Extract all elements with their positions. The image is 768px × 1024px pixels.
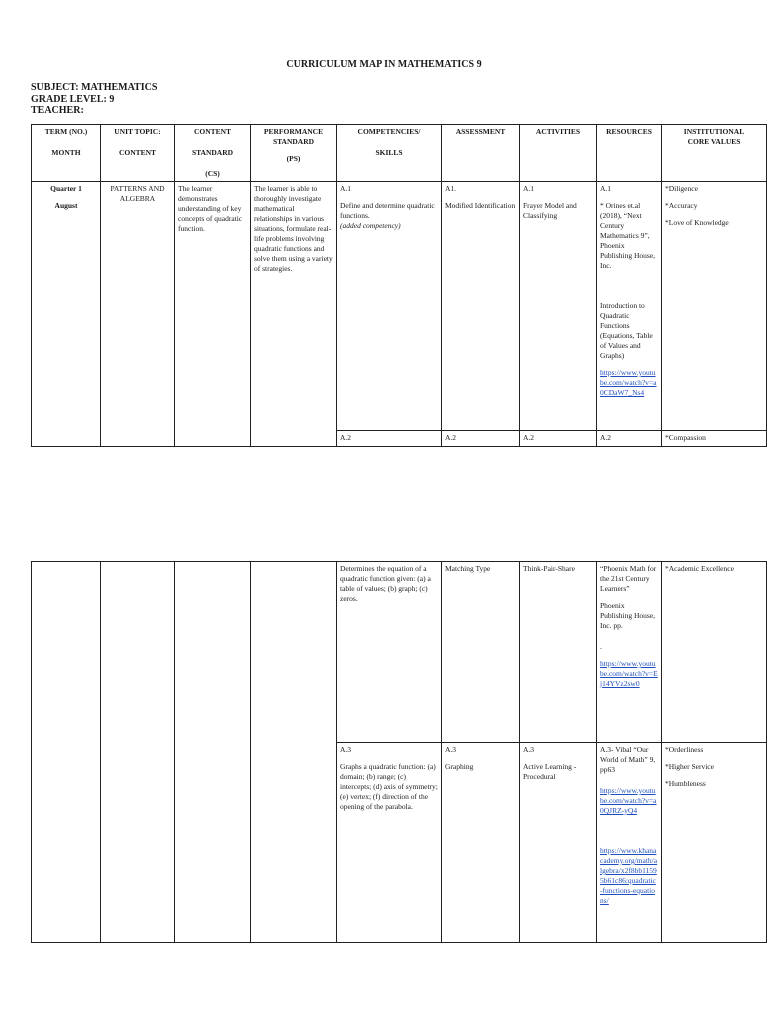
competency-note: (added competency) xyxy=(340,221,401,230)
activity-text: Frayer Model and Classifying xyxy=(523,201,577,220)
competency-text: Graphs a quadratic function: (a) domain; (b) range; (c) intercepts; (d) axis of symmetry; (e) vertex; (f) direction of the opening of the parabola. xyxy=(340,762,438,811)
resource-code: A.1 xyxy=(600,184,612,193)
term-label: Quarter 1 xyxy=(50,184,82,193)
unit-topic-cell xyxy=(101,562,175,943)
header-activities: ACTIVITIES xyxy=(520,125,597,182)
activity-code: A.3 xyxy=(523,745,535,754)
activity-text: Active Learning - Procedural xyxy=(523,762,577,781)
core-values-cell xyxy=(662,743,767,943)
header-assessment: ASSESSMENT xyxy=(442,125,520,182)
resource-text: * Orines et.al (2018), “Next Century Mathematics 9”, Phoenix Publishing House, Inc. xyxy=(600,201,656,270)
assessment-code: A1. xyxy=(445,184,457,193)
resources-cell xyxy=(597,562,662,743)
resource-code-cell: A.2 xyxy=(597,431,662,447)
unit-topic-cell: PATTERNS AND ALGEBRA xyxy=(101,182,175,447)
assessment-text: Modified Identification xyxy=(445,201,516,210)
core-values-cell xyxy=(662,182,767,431)
activities-cell xyxy=(520,743,597,943)
curriculum-table-2 xyxy=(31,561,767,943)
value-item: *Academic Excellence xyxy=(665,564,734,573)
content-standard-cell xyxy=(175,562,251,943)
resources-cell xyxy=(597,182,662,431)
resource-publisher: Phoenix Publishing House, Inc. pp. xyxy=(600,601,656,630)
competency-code-cell: A.2 xyxy=(337,431,442,447)
activities-cell: Think-Pair-Share xyxy=(520,562,597,743)
subject-line: SUBJECT: MATHEMATICS xyxy=(31,82,158,93)
month-label: August xyxy=(54,201,78,210)
performance-standard-cell xyxy=(251,562,337,943)
header-topic: UNIT TOPIC: CONTENT xyxy=(101,125,175,182)
assessment-cell xyxy=(442,182,520,431)
assessment-cell: Matching Type xyxy=(442,562,520,743)
header-content-standard: CONTENT STANDARD (CS) xyxy=(175,125,251,182)
value-item: *Love of Knowledge xyxy=(665,218,729,227)
curriculum-table-1 xyxy=(31,124,767,447)
activity-code: A.1 xyxy=(523,184,535,193)
resource-dot: . xyxy=(600,642,602,651)
competency-text: Define and determine quadratic functions. xyxy=(340,201,435,220)
core-values-cell: *Compassion xyxy=(662,431,767,447)
competency-cell: Determines the equation of a quadratic function given: (a) a table of values; (b) graph; (c) zeros. xyxy=(337,562,442,743)
header-resources: RESOURCES xyxy=(597,125,662,182)
value-item: *Higher Service xyxy=(665,762,714,771)
activities-cell xyxy=(520,182,597,431)
value-item: *Accuracy xyxy=(665,201,698,210)
resource-text: “Phoenix Math for the 21st Century Learners” xyxy=(600,564,657,593)
activity-code-cell: A.2 xyxy=(520,431,597,447)
resources-cell xyxy=(597,743,662,943)
grade-level-line: GRADE LEVEL: 9 xyxy=(31,93,115,105)
resource-video-link[interactable]: https://www.youtube.com/watch?v=a0CDaW7_Ns4 xyxy=(600,368,657,397)
document-meta xyxy=(31,82,157,117)
table-row xyxy=(32,562,767,743)
resource-text: A.3- Vibal “Our World of Math” 9, pp63 xyxy=(600,745,656,774)
value-item: *Diligence xyxy=(665,184,698,193)
competency-code: A.1 xyxy=(340,184,352,193)
resource-video-link[interactable]: https://www.youtube.com/watch?v=a0QJRZ-yQ4 xyxy=(600,786,657,815)
performance-standard-cell: The learner is able to thoroughly investigate mathematical relationships in various situations, formulate real-life problems involving quadratic functions and solve them using a variety of strategies. xyxy=(251,182,337,447)
assessment-text: Graphing xyxy=(445,762,474,771)
table-row xyxy=(32,182,767,431)
term-cell xyxy=(32,182,101,447)
teacher-line: TEACHER: xyxy=(31,105,84,116)
value-item: *Orderliness xyxy=(665,745,704,754)
core-values-cell xyxy=(662,562,767,743)
resource-video-link[interactable]: https://www.youtube.com/watch?v=Ej14YVz2sw0 xyxy=(600,659,658,688)
term-cell xyxy=(32,562,101,943)
header-performance-standard: PERFORMANCE STANDARD (PS) xyxy=(251,125,337,182)
resource-khan-link[interactable]: https://www.khanacademy.org/math/algebra/x2f8bb11595b61c86:quadratic-functions-equations/ xyxy=(600,846,658,905)
page-title: CURRICULUM MAP IN MATHEMATICS 9 xyxy=(286,59,482,70)
header-term: TERM (NO.) MONTH xyxy=(32,125,101,182)
resource-topic: Introduction to Quadratic Functions (Equations, Table of Values and Graphs) xyxy=(600,301,653,360)
table-header-row xyxy=(32,125,767,182)
assessment-cell xyxy=(442,743,520,943)
assessment-code-cell: A.2 xyxy=(442,431,520,447)
competency-code: A.3 xyxy=(340,745,352,754)
header-core-values: INSTITUTIONAL CORE VALUES xyxy=(662,125,767,182)
competency-cell xyxy=(337,743,442,943)
value-item: *Humbleness xyxy=(665,779,706,788)
competency-cell xyxy=(337,182,442,431)
assessment-code: A.3 xyxy=(445,745,457,754)
header-competencies: COMPETENCIES/ SKILLS xyxy=(337,125,442,182)
content-standard-cell: The learner demonstrates understanding of key concepts of quadratic function. xyxy=(175,182,251,447)
